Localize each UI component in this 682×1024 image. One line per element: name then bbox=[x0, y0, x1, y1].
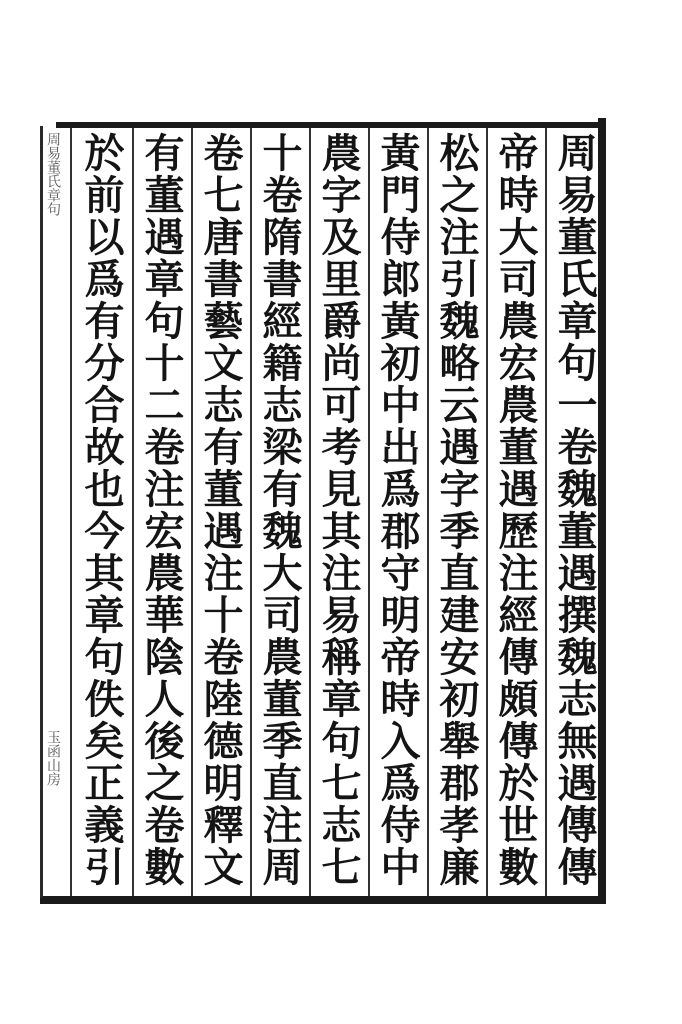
text-column-6: 十卷隋書經籍志梁有魏大司農董季直注周 bbox=[256, 132, 303, 888]
column-rule bbox=[486, 128, 488, 896]
text-column-1: 周易董氏章句一卷魏董遇撰魏志無遇傳傳 bbox=[551, 132, 598, 888]
column-rule bbox=[545, 128, 547, 896]
column-rule bbox=[368, 128, 370, 896]
frame-right-border bbox=[598, 118, 606, 904]
text-column-8: 有董遇章句十二卷注宏農華陰人後之卷數 bbox=[138, 132, 185, 888]
column-rule bbox=[309, 128, 311, 896]
margin-collection-name: 玉函山房 bbox=[45, 730, 61, 786]
margin-title: 周易董氏章句 bbox=[45, 132, 61, 216]
text-column-3: 松之注引魏略云遇字季直建安初舉郡孝廉 bbox=[433, 132, 480, 888]
text-column-7: 卷七唐書藝文志有董遇注十卷陸德明釋文 bbox=[197, 132, 244, 888]
text-column-4: 黃門侍郎黃初中出爲郡守明帝時入爲侍中 bbox=[374, 132, 421, 888]
text-column-9: 於前以爲有分合故也今其章句佚矣正義引 bbox=[78, 132, 125, 888]
column-rule bbox=[132, 128, 134, 896]
frame-bottom-border bbox=[40, 896, 606, 904]
frame-top-border bbox=[56, 122, 604, 128]
frame-left-border bbox=[40, 126, 43, 898]
text-column-5: 農字及里爵尚可考見其注易稱章句七志七 bbox=[315, 132, 362, 888]
text-column-2: 帝時大司農宏農董遇歷注經傳頗傳於世數 bbox=[492, 132, 539, 888]
column-rule bbox=[70, 128, 72, 896]
column-rule bbox=[250, 128, 252, 896]
column-rule bbox=[191, 128, 193, 896]
column-rule bbox=[427, 128, 429, 896]
